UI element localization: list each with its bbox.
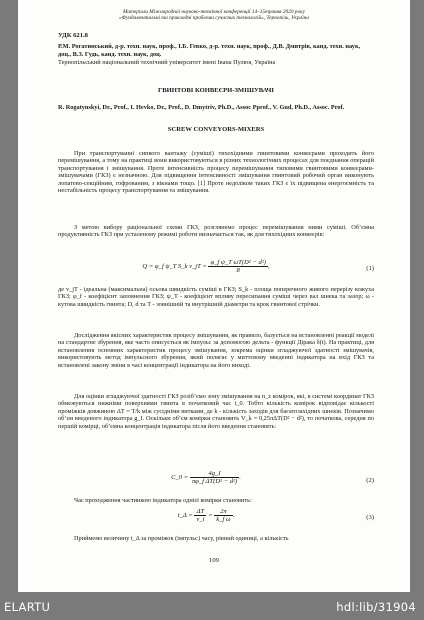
conference-header <box>58 9 370 22</box>
paragraph-transit-time: Час проходження частинкою індикатора однієї комірки становить: <box>74 497 252 504</box>
eq2-lhs: C_0 = <box>171 474 189 482</box>
page-number: 109 <box>209 557 219 564</box>
eq2-tail: . <box>239 474 241 482</box>
eq3-numerator-1: ΔT <box>194 508 206 516</box>
eq2-fraction <box>190 470 239 485</box>
paragraph-intro: При транспортуванні сипкого вантажу (суміші) тихохідними гвинтовими конвеєрами проходить його перемішування, а тому на практиці вони використовуються в різних технологічних процесах для поєднання операцій транспортування і змішування. Проте інтенсивність процесу перемішування типовими гвинтовими конвеєрами-змішувачами (ГКЗ) є незначною. Для підвищення інтенсивності змішування гвинтовий робочий орган виконують лопатево-секційним, гофрованим, з вікнами тощо. [1] Проте недоліком таких ГКЗ є їх підвищена енергоємність та нестабільність процесу транспортування та змішування. <box>58 150 374 195</box>
eq3-denominator-2: k_f ω <box>216 516 231 523</box>
eq1-denominator: 8 <box>236 267 240 274</box>
document-page <box>18 0 410 592</box>
paragraph-definitions: де v_jT - ідеальна (максимальна) осьова швидкість суміші в ГКЗ; S_k - площа поперечного живого перерізу кожуха ГКЗ; φ_f - коефіцієнт заповнення ГКЗ; ψ_T - коефіцієнт впливу пересипання суміші через вал шнека та зазор; ω - кутова швидкість гвинта; D, d та T - зовнішній та внутрішній діаметри та крок гвинтової стрічки. <box>58 286 374 308</box>
eq1-tail: , <box>267 263 270 271</box>
paragraph-cells: Для оцінки згладжуючої здатності ГКЗ розіб’ємо зону змішування на n_z комірок, які, в системі координат ГКЗ обмежуються нижніми поверхнями гвинта в початковий час t_0. Тобто кількість комірок відповідає кількості проміжків довжиною ΔT = T/k між сусідніми витками, де k - кількість заходів для багатозахідних шнеків. Позначимо об’єм введеного індикатора g_I. Оскільки об’єм комірки становить V_k = 0,25πΔT(D² − d²), то початкова, середня по першій комірці, об’ємна концентрація індикатора після його введення становить: <box>58 393 374 430</box>
eq2-denominator: πφ_f ΔT(D² − d²) <box>191 478 238 485</box>
equation-3 <box>58 508 374 532</box>
eq3-lhs: t_Δ = <box>177 512 193 520</box>
eq3-numerator-2: 2π <box>214 508 232 516</box>
equation-2 <box>58 470 374 496</box>
header-line-1: Матеріали Міжнародної науково-технічної конференції 14–15травня 2020 року <box>123 9 305 15</box>
eq1-lhs: Q = φ_f ψ_T S_k v_jT = <box>142 263 207 271</box>
affiliation: Тернопільський національний технічний університет імені Івана Пулюя, Україна <box>58 59 276 66</box>
eq2-numerator: 4g_I <box>190 470 239 478</box>
eq1-numerator: φ_f ψ_T ωT(D² − d²) <box>210 259 266 266</box>
authors-en: R. Rogatynskyi, Dr., Prof., I. Hevko, Dr., Prof., D. Dmytriv, Ph.D., Assoc Pprof., V. Gud, Ph.D., Assoc. Prof. <box>58 104 345 111</box>
eq2-number: (2) <box>366 477 374 484</box>
eq3-fraction-1 <box>194 508 206 523</box>
eq3-tail: . <box>232 512 235 520</box>
repository-name[interactable]: ELARTU <box>4 600 51 614</box>
header-line-2: «Фундаментальні та прикладні проблеми сучасних технологій», Тернопіль, Україна <box>119 15 309 22</box>
eq3-equals: = <box>208 512 213 520</box>
title-en: SCREW CONVEYORS-MIXERS <box>167 126 265 133</box>
equation-1 <box>58 259 374 283</box>
paragraph-impulse: Приймемо величину t_Δ за проміжок (імпульс) часу, рівний одиниці, а кількість <box>74 535 289 542</box>
eq3-fraction-2 <box>214 508 232 523</box>
title-ua: ГВИНТОВІ КОНВЕЄРИ-ЗМІШУВАЧІ <box>158 87 274 94</box>
eq1-number: (1) <box>366 265 374 272</box>
paragraph-productivity: З метою вибору раціональної схеми ГКЗ, розглянемо процес перемішування ними суміші. Об’ємна продуктивність ГКЗ при усталеному режимі роботи визначається так, як для тихохідних конвеєрів: <box>58 224 374 239</box>
paragraph-mixing-study: Дослідження якісних характеристик процесу змішування, як правило, базується на встановленні реакції моделі на стандартне збурення, яке часто описується як імпульс за допомогою дельта - функції Дірака δ(t). На практиці, для встановлення основних характеристик процесу змішування, зокрема оцінки згладжуючої здатності змішувачів, використовують метод імпульсного збурення, який полягає у миттєвому введенні індикатора на вхід ГКЗ та встановлені закону зміни в часі концентрації індикатора на його виході. <box>58 332 374 369</box>
eq1-fraction <box>208 259 268 274</box>
udk-code: УДК 621.8 <box>58 32 88 39</box>
handle-link[interactable]: hdl:lib/31904 <box>336 600 416 614</box>
eq3-number: (3) <box>366 514 374 521</box>
authors-ua: Р.М. Рогатинський, д-р. техн. наук, проф., І.Б. Гевко, д-р. техн. наук, проф., Д.В. Дмитрів, канд. техн. наук, доц., В.З. Гудь, канд. техн. наук, доц. <box>58 43 361 58</box>
eq3-denominator-1: v_i <box>196 516 205 523</box>
